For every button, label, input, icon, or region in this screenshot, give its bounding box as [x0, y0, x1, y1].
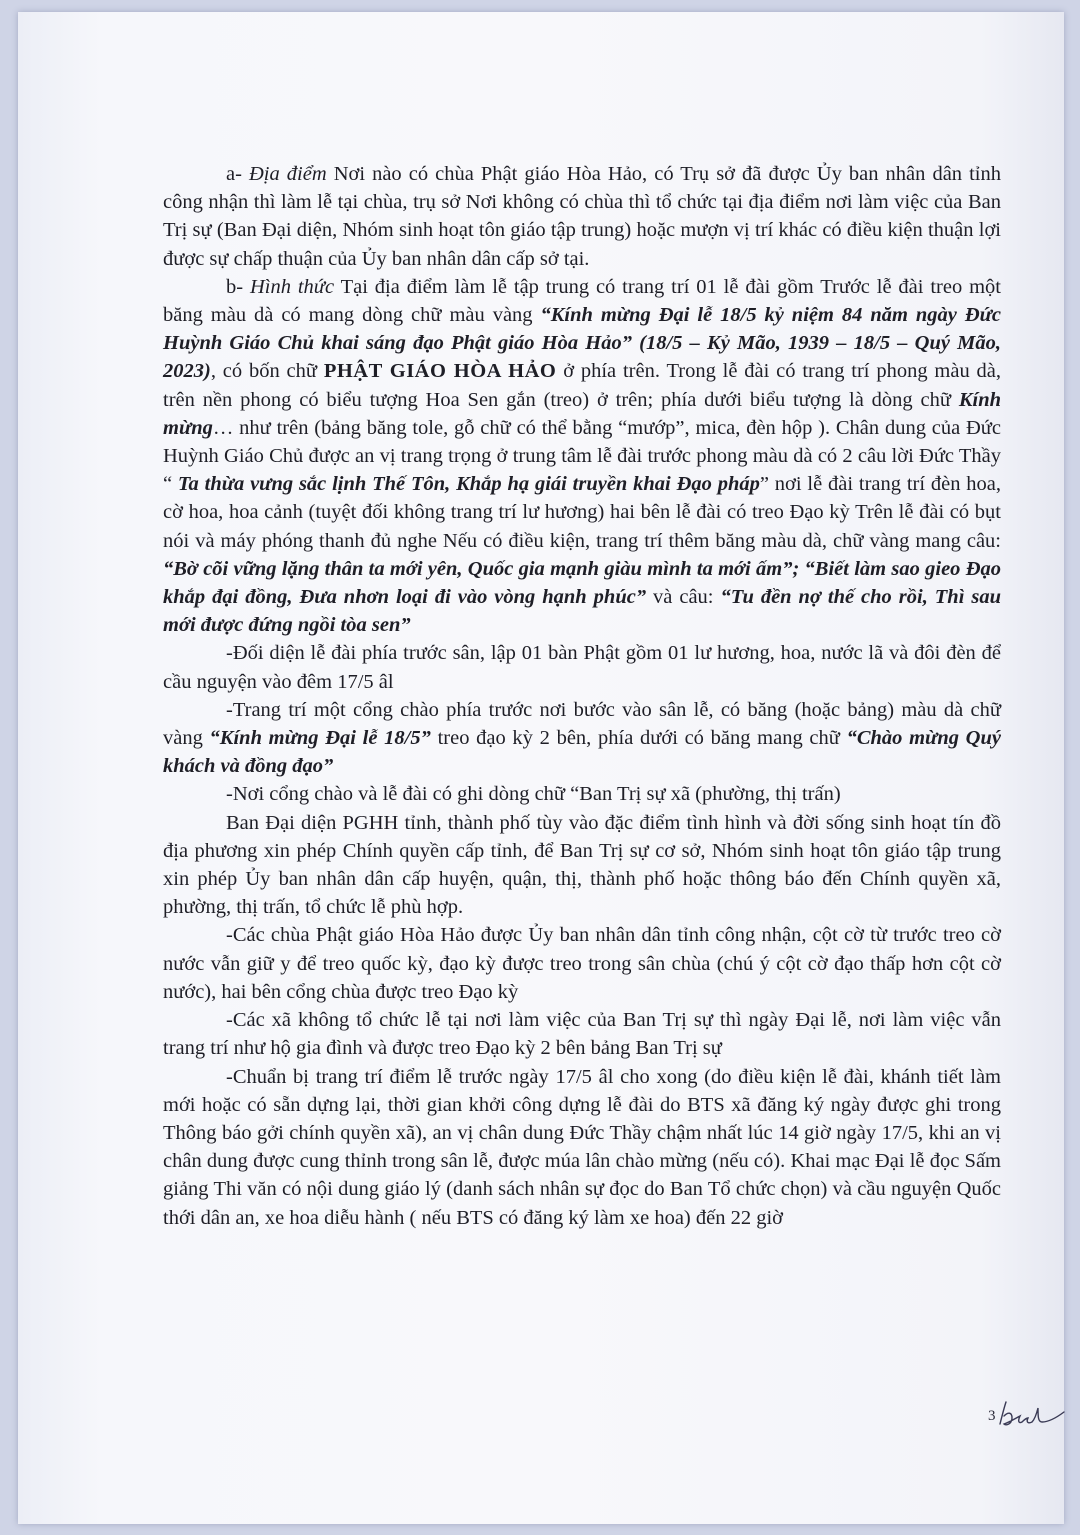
paragraph-text: Tại địa điểm làm lễ tập trung có trang trí 01 lễ đài gồm Trước lễ đài treo một băng màu dà có mang dòng chữ màu vàng [163, 275, 1002, 327]
paragraph-signage [163, 780, 1001, 808]
document-page [18, 12, 1064, 1524]
paragraph-text: -Nơi cổng chào và lễ đài có ghi dòng chữ “Ban Trị sự xã (phường, thị trấn) [226, 783, 841, 806]
quote-text: Ta thừa vưng sắc lịnh Thế Tôn, Khắp hạ giái truyền khai Đạo pháp [177, 473, 760, 496]
banner-text: “Kính mừng Đại lễ 18/5” [209, 727, 431, 750]
emphasis-text: Kính mừng [163, 388, 1001, 439]
paragraph-communes [163, 1006, 1001, 1062]
page-number: 3 [988, 1408, 996, 1424]
paragraph-text: -Chuẩn bị trang trí điểm lễ trước ngày 17/5 âl cho xong (do điều kiện lễ đài, khánh tiết làm mới hoặc có sẵn dựng lại, thời gian khởi công dựng lễ đài do BTS xã đăng ký ngày được ghi trong Thông báo gởi chính quyền xã), an vị chân dung Đức Thầy chậm nhất lúc 14 giờ ngày 17/5, khi an vị chân dung được cung thỉnh trong sân lễ, được múa lân chào mừng (nếu có). Khai mạc Đại lễ đọc Sấm giảng Thi văn có nội dung giáo lý (danh sách nhân sự đọc do Ban Tổ chức chọn) và cầu nguyện Quốc thới dân an, xe hoa diễu hành ( nếu BTS có đăng ký làm xe hoa) đến 22 giờ [163, 1065, 1001, 1229]
paragraph-text: , có bốn chữ [210, 360, 324, 383]
paragraph-text: -Các chùa Phật giáo Hòa Hảo được Ủy ban nhân dân tỉnh công nhận, cột cờ từ trước treo cờ nước vẫn giữ y để treo quốc kỳ, đạo kỳ được treo trong sân chùa (chú ý cột cờ đạo thấp hơn cột cờ nước), hai bên cổng chùa được treo Đạo kỳ [163, 924, 1001, 1003]
caps-text: PHẬT GIÁO HÒA HẢO [323, 360, 557, 383]
item-heading: Hình thức [249, 275, 335, 298]
paragraph-gate [163, 696, 1001, 781]
item-label: b- [226, 275, 250, 298]
paragraph-text: và câu: [646, 586, 721, 609]
paragraph-text: ” nơi lễ đài trang trí đèn hoa, cờ hoa, hoa cảnh (tuyệt đối không trang trí lư hương) hai bên lễ đài có treo Đạo kỳ Trên lễ đài có bụt nói và máy phóng thanh đủ nghe Nếu có điều kiện, trang trí thêm băng màu dà, chữ vàng mang câu: [163, 473, 1002, 552]
document-body [163, 160, 1001, 1232]
paragraph-text: treo đạo kỳ 2 bên, phía dưới có băng mang chữ [430, 727, 847, 750]
paragraph-form [163, 273, 1001, 640]
paragraph-permission [163, 809, 1001, 922]
paragraph-text: … như trên (bảng băng tole, gỗ chữ có thể bằng “mướp”, mica, đèn hộp ). Chân dung của Đức Huỳnh Giáo Chủ được an vị trang trọng ở trung tâm lễ đài trước phong màu dà có 2 câu lời Đức Thầy “ [163, 416, 1001, 496]
paragraph-text: -Các xã không tổ chức lễ tại nơi làm việc của Ban Trị sự thì ngày Đại lễ, nơi làm việc vẫn trang trí như hộ gia đình và được treo Đạo kỳ 2 bên bảng Ban Trị sự [163, 1009, 1001, 1060]
banner-text: “Chào mừng Quý khách và đồng đạo” [163, 727, 1001, 778]
paragraph-text: -Trang trí một cổng chào phía trước nơi bước vào sân lễ, có băng (hoặc bảng) màu dà chữ vàng [163, 698, 1001, 750]
item-label: a- [226, 163, 249, 185]
paragraph-text: Nơi nào có chùa Phật giáo Hòa Hảo, có Trụ sở đã được Ủy ban nhân dân tỉnh công nhận thì làm lễ tại chùa, trụ sở Nơi không có chùa thì tổ chức tại địa điểm nơi làm việc của Ban Trị sự (Ban Đại diện, Nhóm sinh hoạt tôn giáo tập trung) hoặc mượn vị trí khác có điều kiện thuận lợi được sự chấp thuận của Ủy ban nhân dân cấp sở tại. [163, 163, 1001, 270]
paragraph-preparation [163, 1063, 1001, 1232]
paragraph-altar [163, 639, 1001, 695]
page-initials [986, 1394, 1076, 1434]
handwritten-initials-icon [994, 1394, 1074, 1434]
paragraph-text: -Đối diện lễ đài phía trước sân, lập 01 bàn Phật gồm 01 lư hương, hoa, nước lã và đôi đèn để cầu nguyện vào đêm 17/5 âl [163, 642, 1001, 693]
banner-text: “Kính mừng Đại lễ 18/5 kỷ niệm 84 năm ngày Đức Huỳnh Giáo Chủ khai sáng đạo Phật giáo Hòa Hảo” (18/5 – Kỷ Mão, 1939 – 18/5 – Quý Mão, 2023) [163, 304, 1002, 383]
item-heading: Địa điểm [248, 163, 327, 185]
paragraph-flags [163, 921, 1001, 1006]
paragraph-text: Ban Đại diện PGHH tỉnh, thành phố tùy vào đặc điểm tình hình và đời sống sinh hoạt tín đồ địa phương xin phép Chính quyền cấp tỉnh, để Ban Trị sự cơ sở, Nhóm sinh hoạt tôn giáo tập trung xin phép Ủy ban nhân dân cấp huyện, quận, thị, thành phố hoặc thông báo đến Chính quyền xã, phường, thị trấn, tổ chức lễ phù hợp. [163, 811, 1001, 919]
quote-text: “Bờ cõi vững lặng thân ta mới yên, Quốc gia mạnh giàu mình ta mới ấm”; “Biết làm sao gieo Đạo khắp đại đồng, Đưa nhơn loại đi vào vòng hạnh phúc” [163, 557, 1001, 609]
paragraph-text: ở phía trên. Trong lễ đài có trang trí phong màu dà, trên nền phong có biểu tượng Hoa Sen gắn (treo) ở trên; phía dưới biểu tượng là dòng chữ [163, 360, 1002, 411]
paragraph-location [163, 160, 1001, 273]
quote-text: “Tu đền nợ thế cho rồi, Thì sau mới được đứng ngồi tòa sen” [163, 586, 1001, 637]
